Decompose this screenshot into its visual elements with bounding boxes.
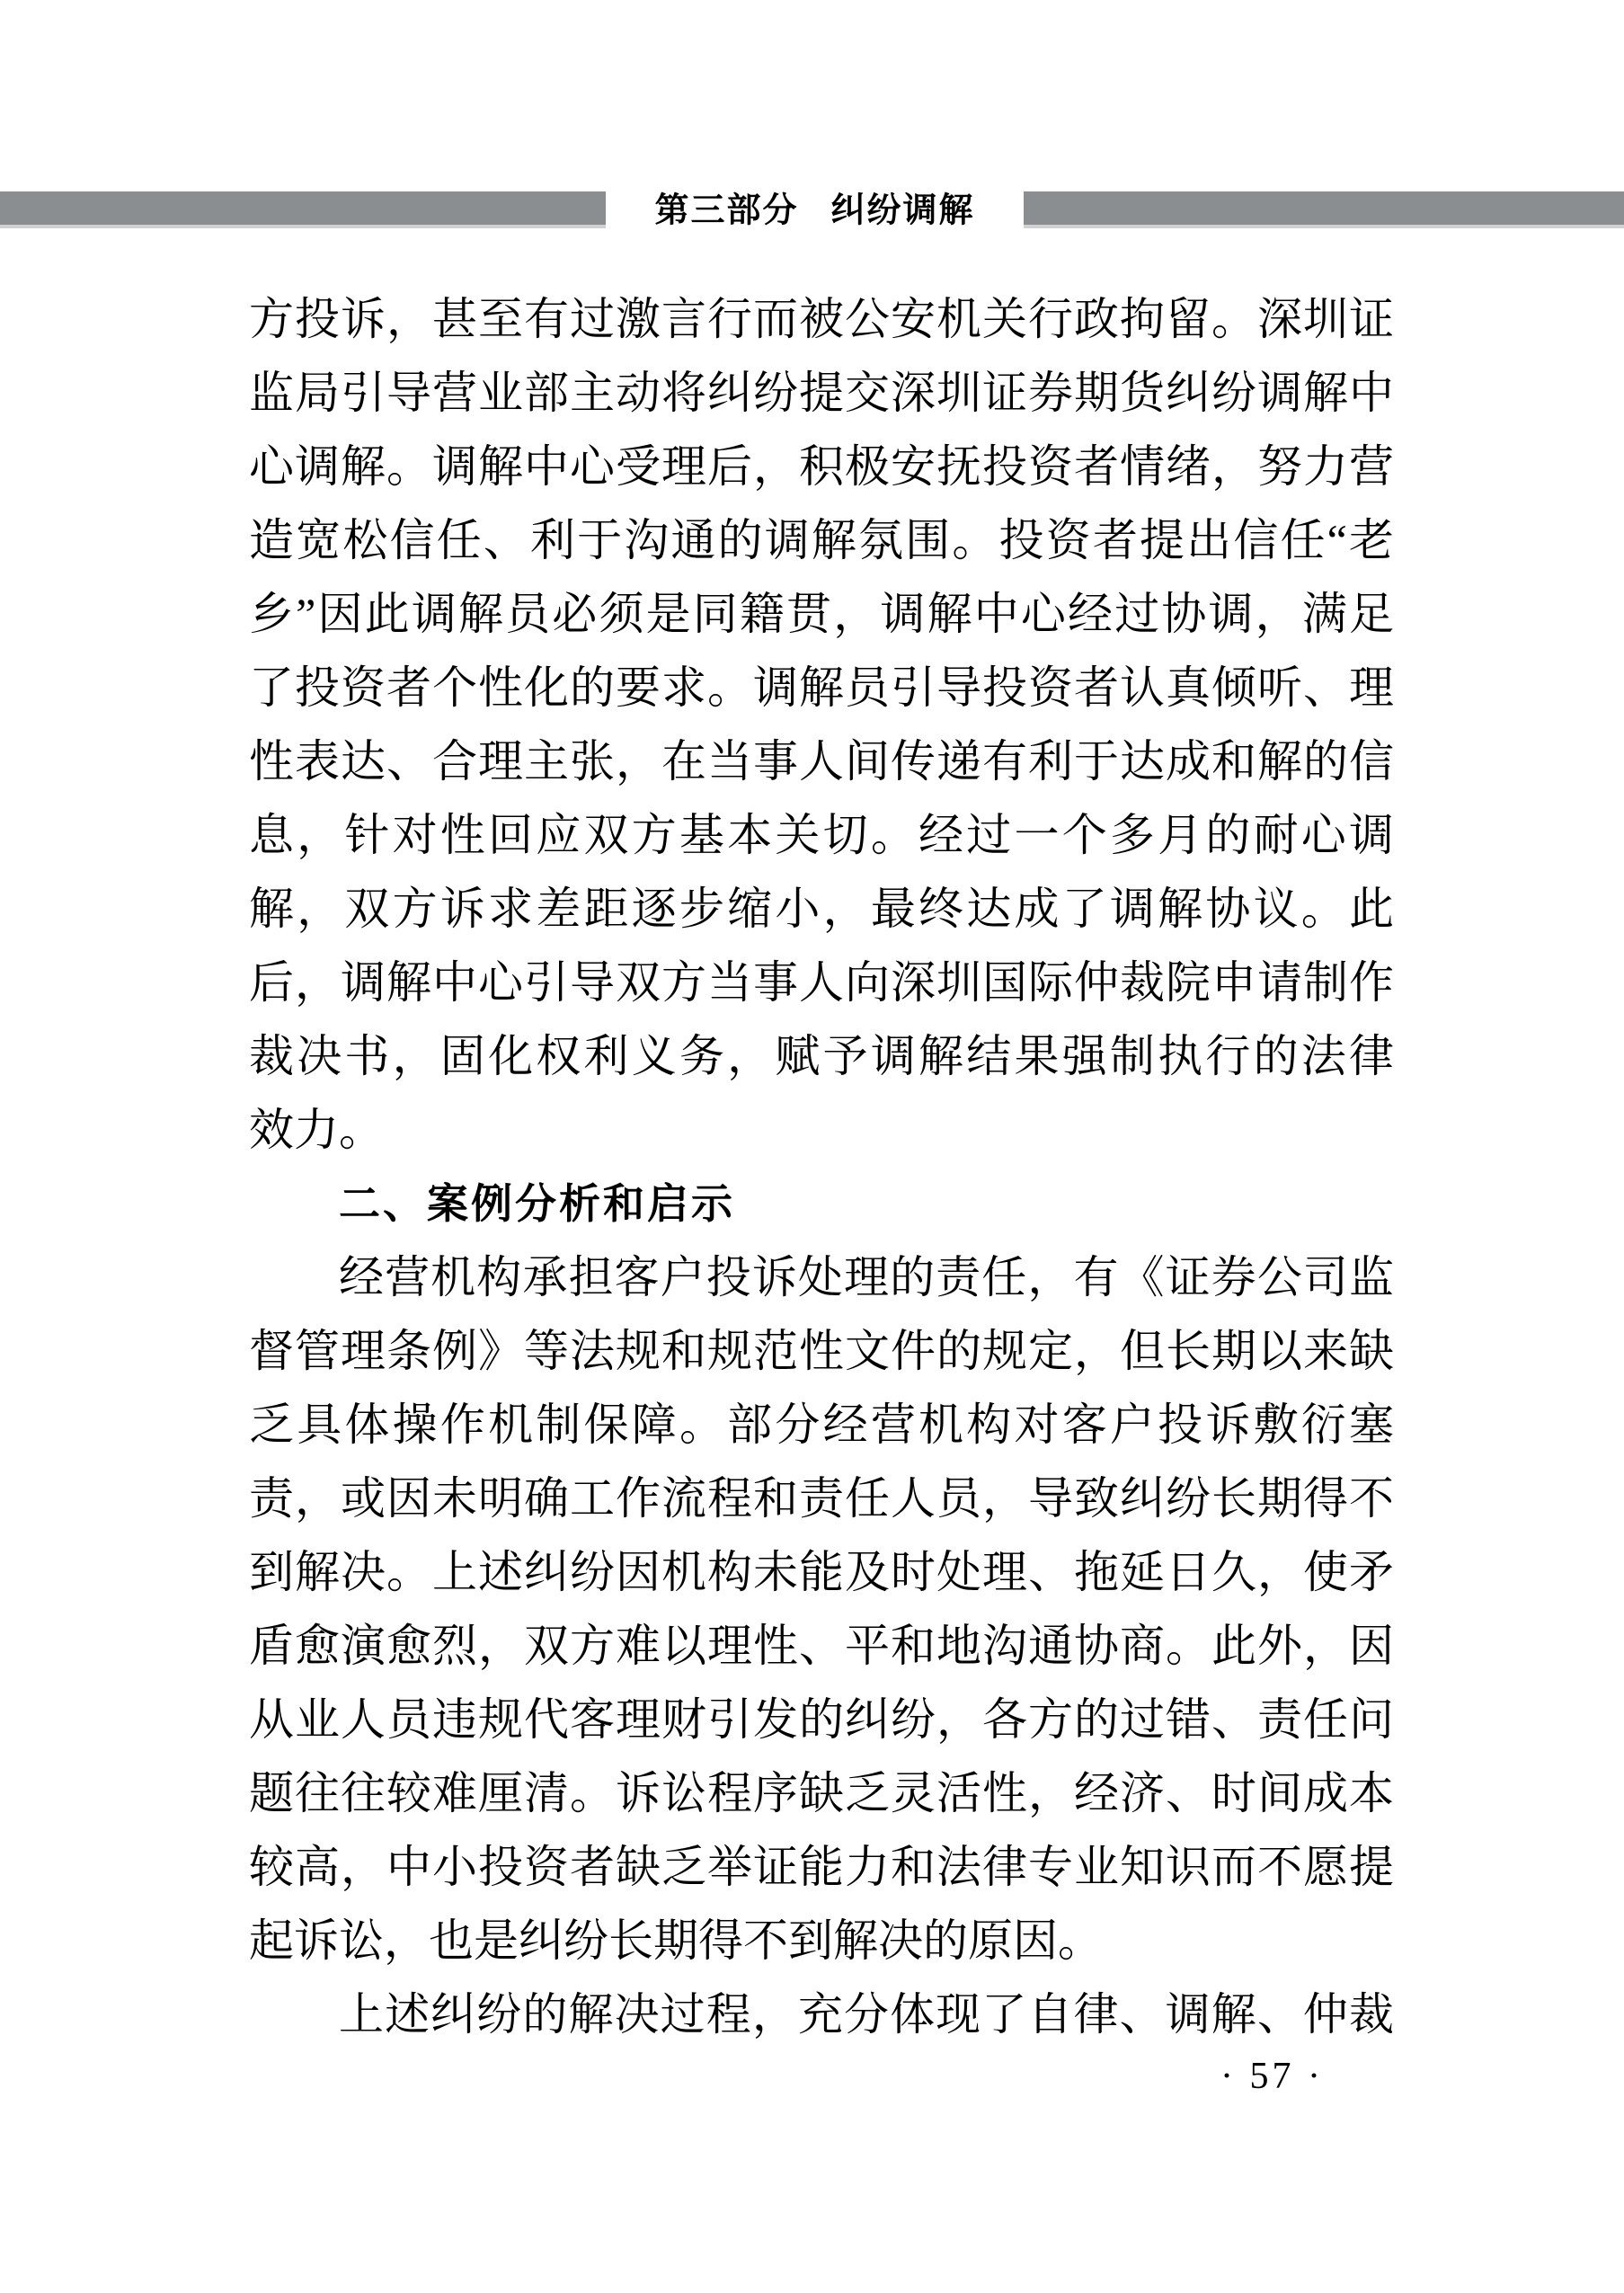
text-line: 起诉讼，也是纠纷长期得不到解决的原因。 xyxy=(249,1915,1103,1966)
section-label: 纠纷调解 xyxy=(830,191,975,229)
section-heading: 二、案例分析和启示 xyxy=(339,1180,735,1227)
text-line: 督管理条例》等法规和规范性文件的规定，但长期以来缺 xyxy=(249,1326,1394,1376)
page-number: · 57 · xyxy=(1220,2056,1324,2097)
text-line: 较高，中小投资者缺乏举证能力和法律专业知识而不愿提 xyxy=(249,1842,1394,1892)
part-label: 第三部分 xyxy=(654,191,799,229)
text-line: 了投资者个性化的要求。调解员引导投资者认真倾听、理 xyxy=(249,662,1394,713)
text-line: 性表达、合理主张，在当事人间传递有利于达成和解的信 xyxy=(249,736,1394,787)
text-line: 责，或因未明确工作流程和责任人员，导致纠纷长期得不 xyxy=(249,1473,1394,1524)
text-line: 后，调解中心引导双方当事人向深圳国际仲裁院申请制作 xyxy=(249,957,1394,1008)
header-bar-right xyxy=(1024,191,1624,225)
text-line: 心调解。调解中心受理后，积极安抚投资者情绪，努力营 xyxy=(249,441,1394,492)
text-line: 息，针对性回应双方基本关切。经过一个多月的耐心调 xyxy=(249,810,1394,860)
header-bar-left xyxy=(0,191,606,225)
text-line: 上述纠纷的解决过程，充分体现了自律、调解、仲裁 xyxy=(339,1989,1394,2040)
text-line: 乡”因此调解员必须是同籍贯，调解中心经过协调，满足 xyxy=(249,589,1394,639)
text-line: 方投诉，甚至有过激言行而被公安机关行政拘留。深圳证 xyxy=(249,294,1394,344)
text-line: 经营机构承担客户投诉处理的责任，有《证券公司监 xyxy=(339,1252,1394,1302)
text-line: 效力。 xyxy=(249,1105,384,1155)
running-head-title xyxy=(606,182,1024,231)
body-text xyxy=(249,282,1394,2051)
text-line: 乏具体操作机制保障。部分经营机构对客户投诉敷衍塞 xyxy=(249,1400,1394,1450)
running-head xyxy=(0,191,1624,229)
text-line: 监局引导营业部主动将纠纷提交深圳证券期货纠纷调解中 xyxy=(249,368,1394,418)
text-line: 从业人员违规代客理财引发的纠纷，各方的过错、责任问 xyxy=(249,1694,1394,1745)
text-line: 解，双方诉求差距逐步缩小，最终达成了调解协议。此 xyxy=(249,884,1394,934)
text-line: 裁决书，固化权利义务，赋予调解结果强制执行的法律 xyxy=(249,1031,1394,1081)
text-line: 盾愈演愈烈，双方难以理性、平和地沟通协商。此外，因 xyxy=(249,1621,1394,1671)
text-line: 造宽松信任、利于沟通的调解氛围。投资者提出信任“老 xyxy=(249,515,1394,565)
text-line: 题往往较难厘清。诉讼程序缺乏灵活性，经济、时间成本 xyxy=(249,1768,1394,1818)
text-line: 到解决。上述纠纷因机构未能及时处理、拖延日久，使矛 xyxy=(249,1547,1394,1597)
